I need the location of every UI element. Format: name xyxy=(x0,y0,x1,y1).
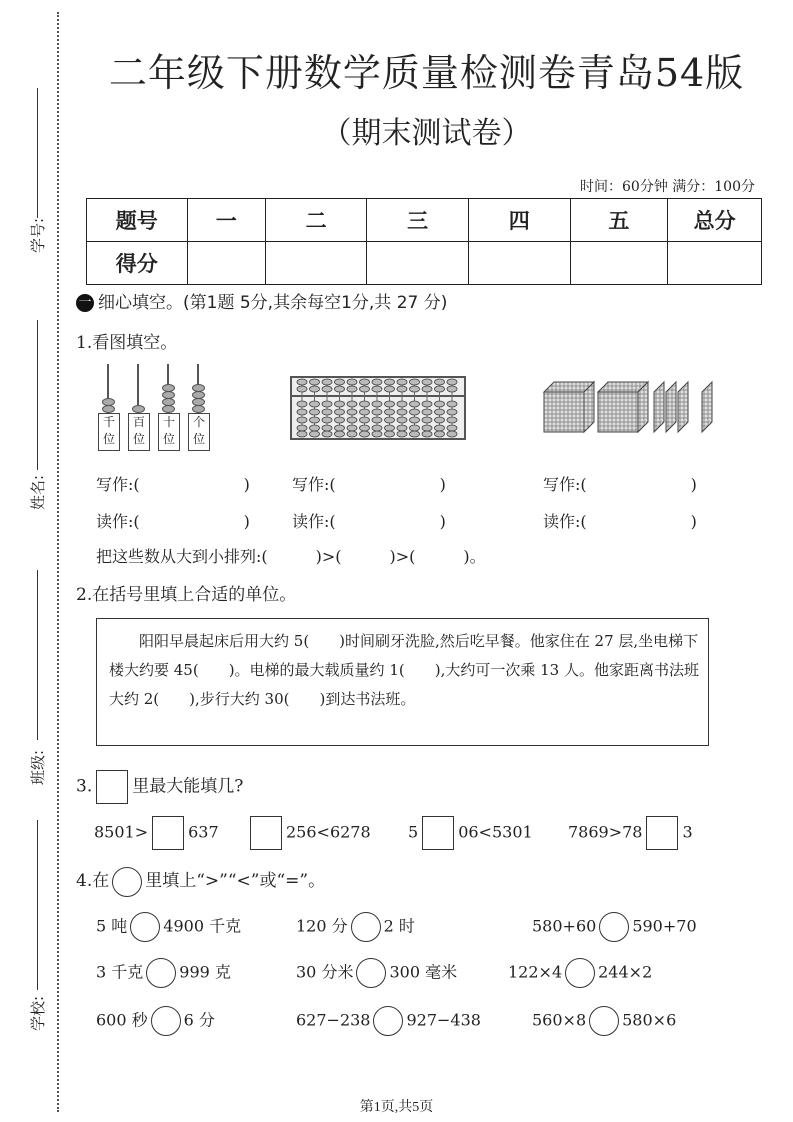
q4-right: 927−438 xyxy=(406,1010,481,1030)
place-label-thousands: 千位 xyxy=(98,413,120,451)
compare-circle[interactable] xyxy=(151,1006,181,1036)
q4-left: 600 秒 xyxy=(96,1010,148,1030)
binding-dotted-line xyxy=(57,12,59,1112)
q4-left: 5 吨 xyxy=(96,916,128,936)
q4-heading xyxy=(76,866,325,897)
place-label-ones: 个位 xyxy=(188,413,210,451)
q3-item-2 xyxy=(246,816,371,850)
school-label: 学校: xyxy=(29,995,48,1032)
q4-item xyxy=(96,1006,215,1036)
q3-right: 256<6278 xyxy=(286,822,371,842)
compare-circle[interactable] xyxy=(351,912,381,942)
read-label: 读作:( xyxy=(292,512,336,531)
score-row-label: 得分 xyxy=(87,242,188,285)
q4-item xyxy=(508,958,652,988)
write-label: 写作:( xyxy=(543,475,587,494)
q3-heading xyxy=(76,770,243,804)
q4-right: 2 时 xyxy=(383,916,415,936)
q4-right: 580×6 xyxy=(622,1010,677,1030)
close-paren: ) xyxy=(690,475,697,494)
student-no-label: 学号: xyxy=(29,217,48,254)
read-label: 读作:( xyxy=(96,512,140,531)
answer-box[interactable] xyxy=(422,816,454,850)
page-footer: 第1页,共5页 xyxy=(359,1100,434,1115)
q4-item xyxy=(532,912,697,942)
score-header-cell: 五 xyxy=(570,199,668,242)
score-header-cell: 题号 xyxy=(87,199,188,242)
score-input-row xyxy=(87,242,762,285)
class-line xyxy=(37,570,38,740)
section-number-badge: 一 xyxy=(76,294,94,312)
q4-left: 3 千克 xyxy=(96,962,144,982)
score-header-cell: 二 xyxy=(265,199,367,242)
score-cell[interactable] xyxy=(367,242,469,285)
score-table xyxy=(86,198,762,285)
answer-box[interactable] xyxy=(646,816,678,850)
score-cell[interactable] xyxy=(668,242,762,285)
write-label: 写作:( xyxy=(292,475,336,494)
answer-box-icon xyxy=(96,770,128,804)
close-paren: ) xyxy=(439,475,446,494)
story-box xyxy=(96,618,709,746)
student-no-line xyxy=(37,88,38,218)
close-paren: ) xyxy=(439,512,446,531)
compare-circle[interactable] xyxy=(565,958,595,988)
score-cell[interactable] xyxy=(468,242,570,285)
compare-circle[interactable] xyxy=(373,1006,403,1036)
q3-right: 06<5301 xyxy=(458,822,533,842)
score-cell[interactable] xyxy=(265,242,367,285)
story-text[interactable]: 阳阳早晨起床后用大约 5( )时间刷牙洗脸,然后吃早餐。他家住在 27 层,坐电梯下楼大约要 45( )。电梯的最大载质量约 1( ),大约可一次乘 13 人。他家距离书法班大约 2( ),步行大约 30( )到达书法班。 xyxy=(109,632,699,708)
q4-right: 6 分 xyxy=(183,1010,215,1030)
q2-title: 2.在括号里填上合适的单位。 xyxy=(76,585,297,605)
score-header-cell: 四 xyxy=(468,199,570,242)
score-header-cell: 三 xyxy=(367,199,469,242)
class-label: 班级: xyxy=(29,749,48,786)
section-1-heading xyxy=(76,288,447,313)
q4-left: 560×8 xyxy=(532,1010,587,1030)
exam-meta: 时间：60分钟 满分：100分 xyxy=(580,179,755,195)
place-label-tens: 十位 xyxy=(158,413,180,451)
q4-item xyxy=(296,1006,481,1036)
base-ten-blocks-image xyxy=(540,378,725,440)
answer-box[interactable] xyxy=(152,816,184,850)
q4-left: 627−238 xyxy=(296,1010,371,1030)
read-answer-1[interactable] xyxy=(96,509,250,532)
school-line xyxy=(37,820,38,990)
close-paren: ) xyxy=(243,475,250,494)
q3-right: 3 xyxy=(682,822,693,842)
q3-item-1 xyxy=(94,816,219,850)
q3-left: 7869>78 xyxy=(568,822,643,842)
read-label: 读作:( xyxy=(543,512,587,531)
q4-right: 244×2 xyxy=(598,962,653,982)
read-answer-2[interactable] xyxy=(292,509,446,532)
q4-item xyxy=(296,958,457,988)
q3-right: 637 xyxy=(188,822,219,842)
q4-item xyxy=(96,958,231,988)
order-answer[interactable]: 把这些数从大到小排列:( )>( )>( )。 xyxy=(96,547,486,566)
compare-circle[interactable] xyxy=(130,912,160,942)
q4-title: 里填上“>”“<”或“=”。 xyxy=(145,871,326,891)
score-header-cell: 一 xyxy=(187,199,265,242)
q4-right: 590+70 xyxy=(632,916,697,936)
q4-item xyxy=(296,912,415,942)
close-paren: ) xyxy=(690,512,697,531)
answer-box[interactable] xyxy=(250,816,282,850)
q3-left: 8501> xyxy=(94,822,149,842)
compare-circle[interactable] xyxy=(589,1006,619,1036)
score-cell[interactable] xyxy=(570,242,668,285)
q4-left: 120 分 xyxy=(296,916,348,936)
q4-left: 580+60 xyxy=(532,916,597,936)
q3-item-4 xyxy=(568,816,693,850)
score-cell[interactable] xyxy=(187,242,265,285)
q1-title: 1.看图填空。 xyxy=(76,333,178,353)
score-header-row xyxy=(87,199,762,242)
write-answer-1[interactable] xyxy=(96,472,250,495)
q3-number: 3. xyxy=(76,776,93,797)
read-answer-3[interactable] xyxy=(543,509,697,532)
answer-circle-icon xyxy=(112,867,142,897)
q3-title: 里最大能填几? xyxy=(132,776,244,797)
write-label: 写作:( xyxy=(96,475,140,494)
q4-item xyxy=(96,912,241,942)
place-label-hundreds: 百位 xyxy=(128,413,150,451)
name-line xyxy=(37,320,38,470)
page-title: 二年级下册数学质量检测卷青岛54版 xyxy=(108,51,745,95)
q3-item-3 xyxy=(408,816,533,850)
suanpan-abacus-image xyxy=(290,376,466,440)
q4-left: 30 分米 xyxy=(296,962,354,982)
compare-circle[interactable] xyxy=(146,958,176,988)
score-header-cell: 总分 xyxy=(668,199,762,242)
name-label: 姓名: xyxy=(29,474,48,511)
section-1-text: 细心填空。(第1题 5分,其余每空1分,共 27 分) xyxy=(98,293,448,313)
q4-item xyxy=(532,1006,676,1036)
q4-right: 999 克 xyxy=(179,962,231,982)
page-subtitle: （期末测试卷） xyxy=(321,116,532,151)
q4-lead: 4.在 xyxy=(76,871,110,891)
q4-right: 4900 千克 xyxy=(163,916,242,936)
compare-circle[interactable] xyxy=(356,958,386,988)
q4-left: 122×4 xyxy=(508,962,563,982)
q4-right: 300 毫米 xyxy=(389,962,458,982)
compare-circle[interactable] xyxy=(599,912,629,942)
write-answer-3[interactable] xyxy=(543,472,697,495)
q3-left: 5 xyxy=(408,822,419,842)
write-answer-2[interactable] xyxy=(292,472,446,495)
close-paren: ) xyxy=(243,512,250,531)
